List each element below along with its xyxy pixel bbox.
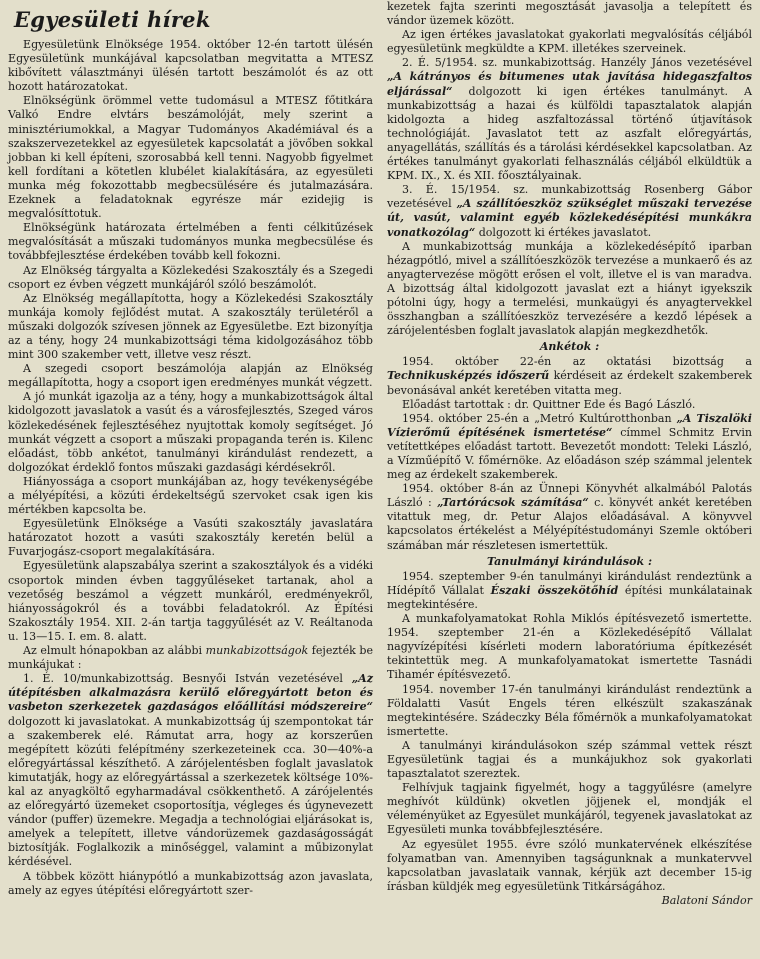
commission-item-1: 1. É. 10/munkabizottság. Besnyői István vezetésével „Az útépítésben alkalmazásra kerülő előregyártott beton és vasbeton szerkezetek gazdaságos előállítási módszereire“ dolgozott ki javaslatokat. A munkabizottság új szempontokat tár a szakemberek elé. Rámutat arra, hogy az korszerűen megépített közúti felépítmény szerkezeteinek cca. 30—40%-a előregyártással készíthető. A zárójelentésben foglalt javaslatok kimutatják, hogy az előregyártással a szerkezetek költsége 10%-kal az anyagköltő egyharmadával csökkenthető. A zárójelentés az előregyártó üzemeket csoportosítja, végleges és úgynevezett vándor (puffer) üzemekre. Megadja a technológiai eljárásokat is, amelyek a telepített, illetve vándorüzemek gazdaságosságát biztosítják. Foglalkozik a minőséggel, valamint a műbizonylat kérdésével. — [8, 672, 373, 869]
page-title: Egyesületi hírek — [14, 7, 211, 32]
paragraph: Az igen értékes javaslatokat gyakorlati megvalósítás céljából egyesületünk megküldte a KPM. illetékes szerveinek. — [387, 28, 752, 56]
commission-title: „A szállítóeszköz szükséglet műszaki tervezése út, vasút, valamint egyéb közlekedésépítési munkákra vonatkozólag“ — [387, 197, 753, 239]
paragraph: A munkafolyamatokat Rohla Miklós építésvezető ismertette. 1954. szeptember 21-én a Közlekedésépítő Vállalat nagyvízépítési kísérleti modern laboratóriuma építkezését tekintettük meg. A munkafolyamatokat ismertette Tasnádi Tihamér építésvezető. — [387, 612, 752, 682]
paragraph: 1954. november 17-én tanulmányi kirándulást rendeztünk a Földalatti Vasút Engels téren elkészült szakaszának megtekintésére. Szádeczky Béla főmérnök a munkafolyamatokat ismertette. — [387, 682, 752, 738]
paragraph: Az Elnökség tárgyalta a Közlekedési Szakosztály és a Szegedi csoport ez évben végzett munkájáról szóló beszámolót. — [8, 263, 373, 291]
right-column — [387, 0, 752, 959]
paragraph: A jó munkát igazolja az a tény, hogy a munkabizottságok által kidolgozott javaslatok a vasút és a városfejlesztés, Szeged város közlekedésének fejlesztéséhez nyujtottak komoly segítséget. Jó munkát végzett a csoport a műszaki propaganda terén is. Kilenc előadást, több ankétot, tanulmányi kirándulást rendezett, a dolgozókat érdeklő fontos műszaki gazdasági kérdésekről. — [8, 390, 373, 474]
tanulmanyi-heading: Tanulmányi kirándulások : — [486, 554, 653, 568]
anket-2: 1954. október 25-én a „Metró Kultúrotthonban „A Tiszalöki Vízierőmű építésének ismertetése“ címmel Schmitz Ervin vetítettképes előadást tartott. Bevezetőt mondott: Teleki László, a Vízműépítő V. főmérnöke. Az előadáson szép számmal jelentek meg az érdekelt szakemberek. — [387, 411, 752, 482]
paragraph: Az egyesület 1955. évre szóló munkatervének elkészítése folyamatban van. Amennyiben tagságunknak a munkatervvel kapcsolatban javaslataik vannak, kérjük azt december 15-ig írásban küldjék meg egyesületünk Titkárságához. — [387, 837, 752, 893]
commission-intro: Az elmult hónapokban az alábbi munkabizottságok fejezték be munkájukat : — [8, 644, 373, 672]
commission-item-2: 2. É. 5/1954. sz. munkabizottság. Hanzély János vezetésével „A kátrányos és bitumenes utak javítása hidegaszfaltos eljárással“ dolgozott ki igen értékes tanulmányt. A munkabizottság a hazai és külföldi tapasztalatok alapján kidolgozta a hideg aszfaltozással történő útjavítások technológiáját. Javaslatot tett az aszfalt előregyártás, anyagellátás, szállítás és a tárolási kérdésekkel kapcsolatban. Az értékes tanulmányt gyakorlati felhasználás céljából elküldtük a KPM. IX., X. és XII. főosztályainak. — [387, 56, 753, 183]
paragraph: A tanulmányi kirándulásokon szép számmal vettek részt Egyesületünk tagjai és a munkájukhoz sok gyakorlati tapasztalatot szereztek. — [387, 738, 752, 781]
paragraph: Egyesületünk alapszabálya szerint a szakosztályok és a vidéki csoportok minden évben taggyűléseket tartanak, ahol a vezetőség beszámol a végzett munkáról, eredményekről, hiányosságokról és a további feladatokról. Az Építési Szakosztály 1954. XII. 2-án tartja taggyűlését az V. Reáltanoda u. 13—15. I. em. 8. alatt. — [8, 559, 373, 643]
paragraph: Felhívjuk tagjaink figyelmét, hogy a taggyűlésre (amelyre meghívót küldünk) okvetlen jöjjenek el, mondják el véleményüket az Egyesület munkájáról, tegyenek javaslatokat az Egyesületi munka továbbfejlesztésére. — [387, 781, 752, 837]
anket-title: „Tartórácsok számítása“ — [437, 496, 589, 510]
paragraph: Egyesületünk Elnöksége a Vasúti szakosztály javaslatára határozatot hozott a vasúti szakosztály keretén belül a Fuvarjogász-csoport megalakítására. — [8, 517, 373, 559]
commission-title: „A kátrányos és bitumenes utak javítása hidegaszfaltos eljárással“ — [387, 70, 752, 98]
anketok-heading: Ankétok : — [539, 340, 600, 354]
paragraph: A többek között hiánypótló a munkabizottság azon javaslata, amely az egyes útépítési előregyártott szer- — [8, 869, 373, 897]
left-column — [8, 4, 373, 959]
paragraph: kezetek fajta szerinti megosztását javasolja a telepített és vándor üzemek között. — [387, 0, 752, 28]
paragraph: Elnökségünk határozata értelmében a fenti célkitűzések megvalósítását a műszaki tudományos munka megbecsülése és továbbfejlesztése érdekében tovább kell fokozni. — [8, 221, 373, 263]
anket-title: Technikusképzés időszerű — [387, 369, 550, 383]
paragraph: Hiányossága a csoport munkájában az, hogy tevékenységébe a mélyépítési, a közúti érdekeltségű szervoket csak igen kis mértékben kapcsolta be. — [8, 474, 373, 517]
anket-1: 1954. október 22-én az oktatási bizottság a Technikusképzés időszerű kérdéseit az érdekelt szakemberek bevonásával ankét keretében vitatta meg. — [387, 355, 752, 397]
trip-title: Északi összekötőhíd — [490, 583, 619, 597]
commission-title: „Az útépítésben alkalmazásra kerülő előregyártott beton és vasbeton szerkezetek gazdaságos előállítási módszereire“ — [8, 672, 373, 714]
anket-title: „A Tiszalöki Vízierőmű építésének ismertetése“ — [387, 411, 752, 439]
paragraph: Elnökségünk örömmel vette tudomásul a MTESZ főtitkára Valkó Endre elvtárs beszámolóját, mely szerint a minisztériumokkal, a Magyar Tudományos Akadémiával és a szakszervezetekkel az egyesületek kapcsolatát a jövőben sokkal jobban ki kell építeni, szorosabbá kell tenni. Nagyobb figyelmet kell fordítani a kötetlen klubélet kialakítására, az egyesületi munka még fokozottabb megbecsülésére és jutalmazására. Ezeknek a feladatoknak egyrésze már ezidejig is megvalósíttotuk. — [8, 94, 373, 221]
paragraph: A munkabizottság munkája a közlekedésépítő iparban hézagpótló, mivel a szállítóeszközök tervezése a munkaerő és az anyagtervezése mögött erősen el volt, illetve el is van maradva. A bizottság által kidolgozott javaslat ezt a hiányt igyekszik pótolni úgy, hogy a termelési, munkaügyi és anyagtervekkel összhangban a szállítóeszköz tervezésére a kezdő lépések a zárójelentésben foglalt javaslatok alapján megkezdhetők. — [387, 239, 752, 338]
paragraph: Az Elnökség megállapította, hogy a Közlekedési Szakosztály munkája komoly fejlődést mutat. A szakosztály területéről a műszaki dolgozók szívesen jönnek az Egyesületbe. Ezt bizonyítja az a tény, hogy 24 munkabizottsági téma kidolgozásához több mint 300 szakember vett, illetve vesz részt. — [8, 291, 373, 362]
paragraph: Előadást tartottak : dr. Quittner Ede és Bagó László. — [402, 397, 696, 411]
paragraph: Egyesületünk Elnöksége 1954. október 12-én tartott ülésén Egyesületünk munkájával kapcsolatban megvitatta a MTESZ kibővített választmányi ülésén tartott beszámolót és az ott hozott határozatokat. — [8, 38, 373, 94]
commission-word: munkabizottságok — [205, 644, 309, 658]
paragraph: A szegedi csoport beszámolója alapján az Elnökség megállapította, hogy a csoport igen eredményes munkát végzett. — [8, 362, 373, 390]
trip-1: 1954. szeptember 9-én tanulmányi kirándulást rendeztünk a Hídépítő Vállalat Északi összekötőhíd építési munkálatainak megtekintésére. — [387, 569, 753, 611]
anket-3: 1954. október 8-án az Ünnepi Könyvhét alkalmából Palotás László : „Tartórácsok számítása“ c. könyvét ankét keretében vitattuk meg, dr. Petur Alajos előadásával. A könyvvel kapcsolatos értékelést a Mélyépítéstudományi Szemle októberi számában már részletesen ismertettük. — [387, 482, 752, 552]
commission-item-3: 3. É. 15/1954. sz. munkabizottság Rosenberg Gábor vezetésével „A szállítóeszköz szükséglet műszaki tervezése út, vasút, valamint egyéb közlekedésépítési munkákra vonatkozólag“ dolgozott ki értékes javaslatot. — [387, 183, 753, 239]
signature: Balatoni Sándor — [661, 893, 752, 907]
